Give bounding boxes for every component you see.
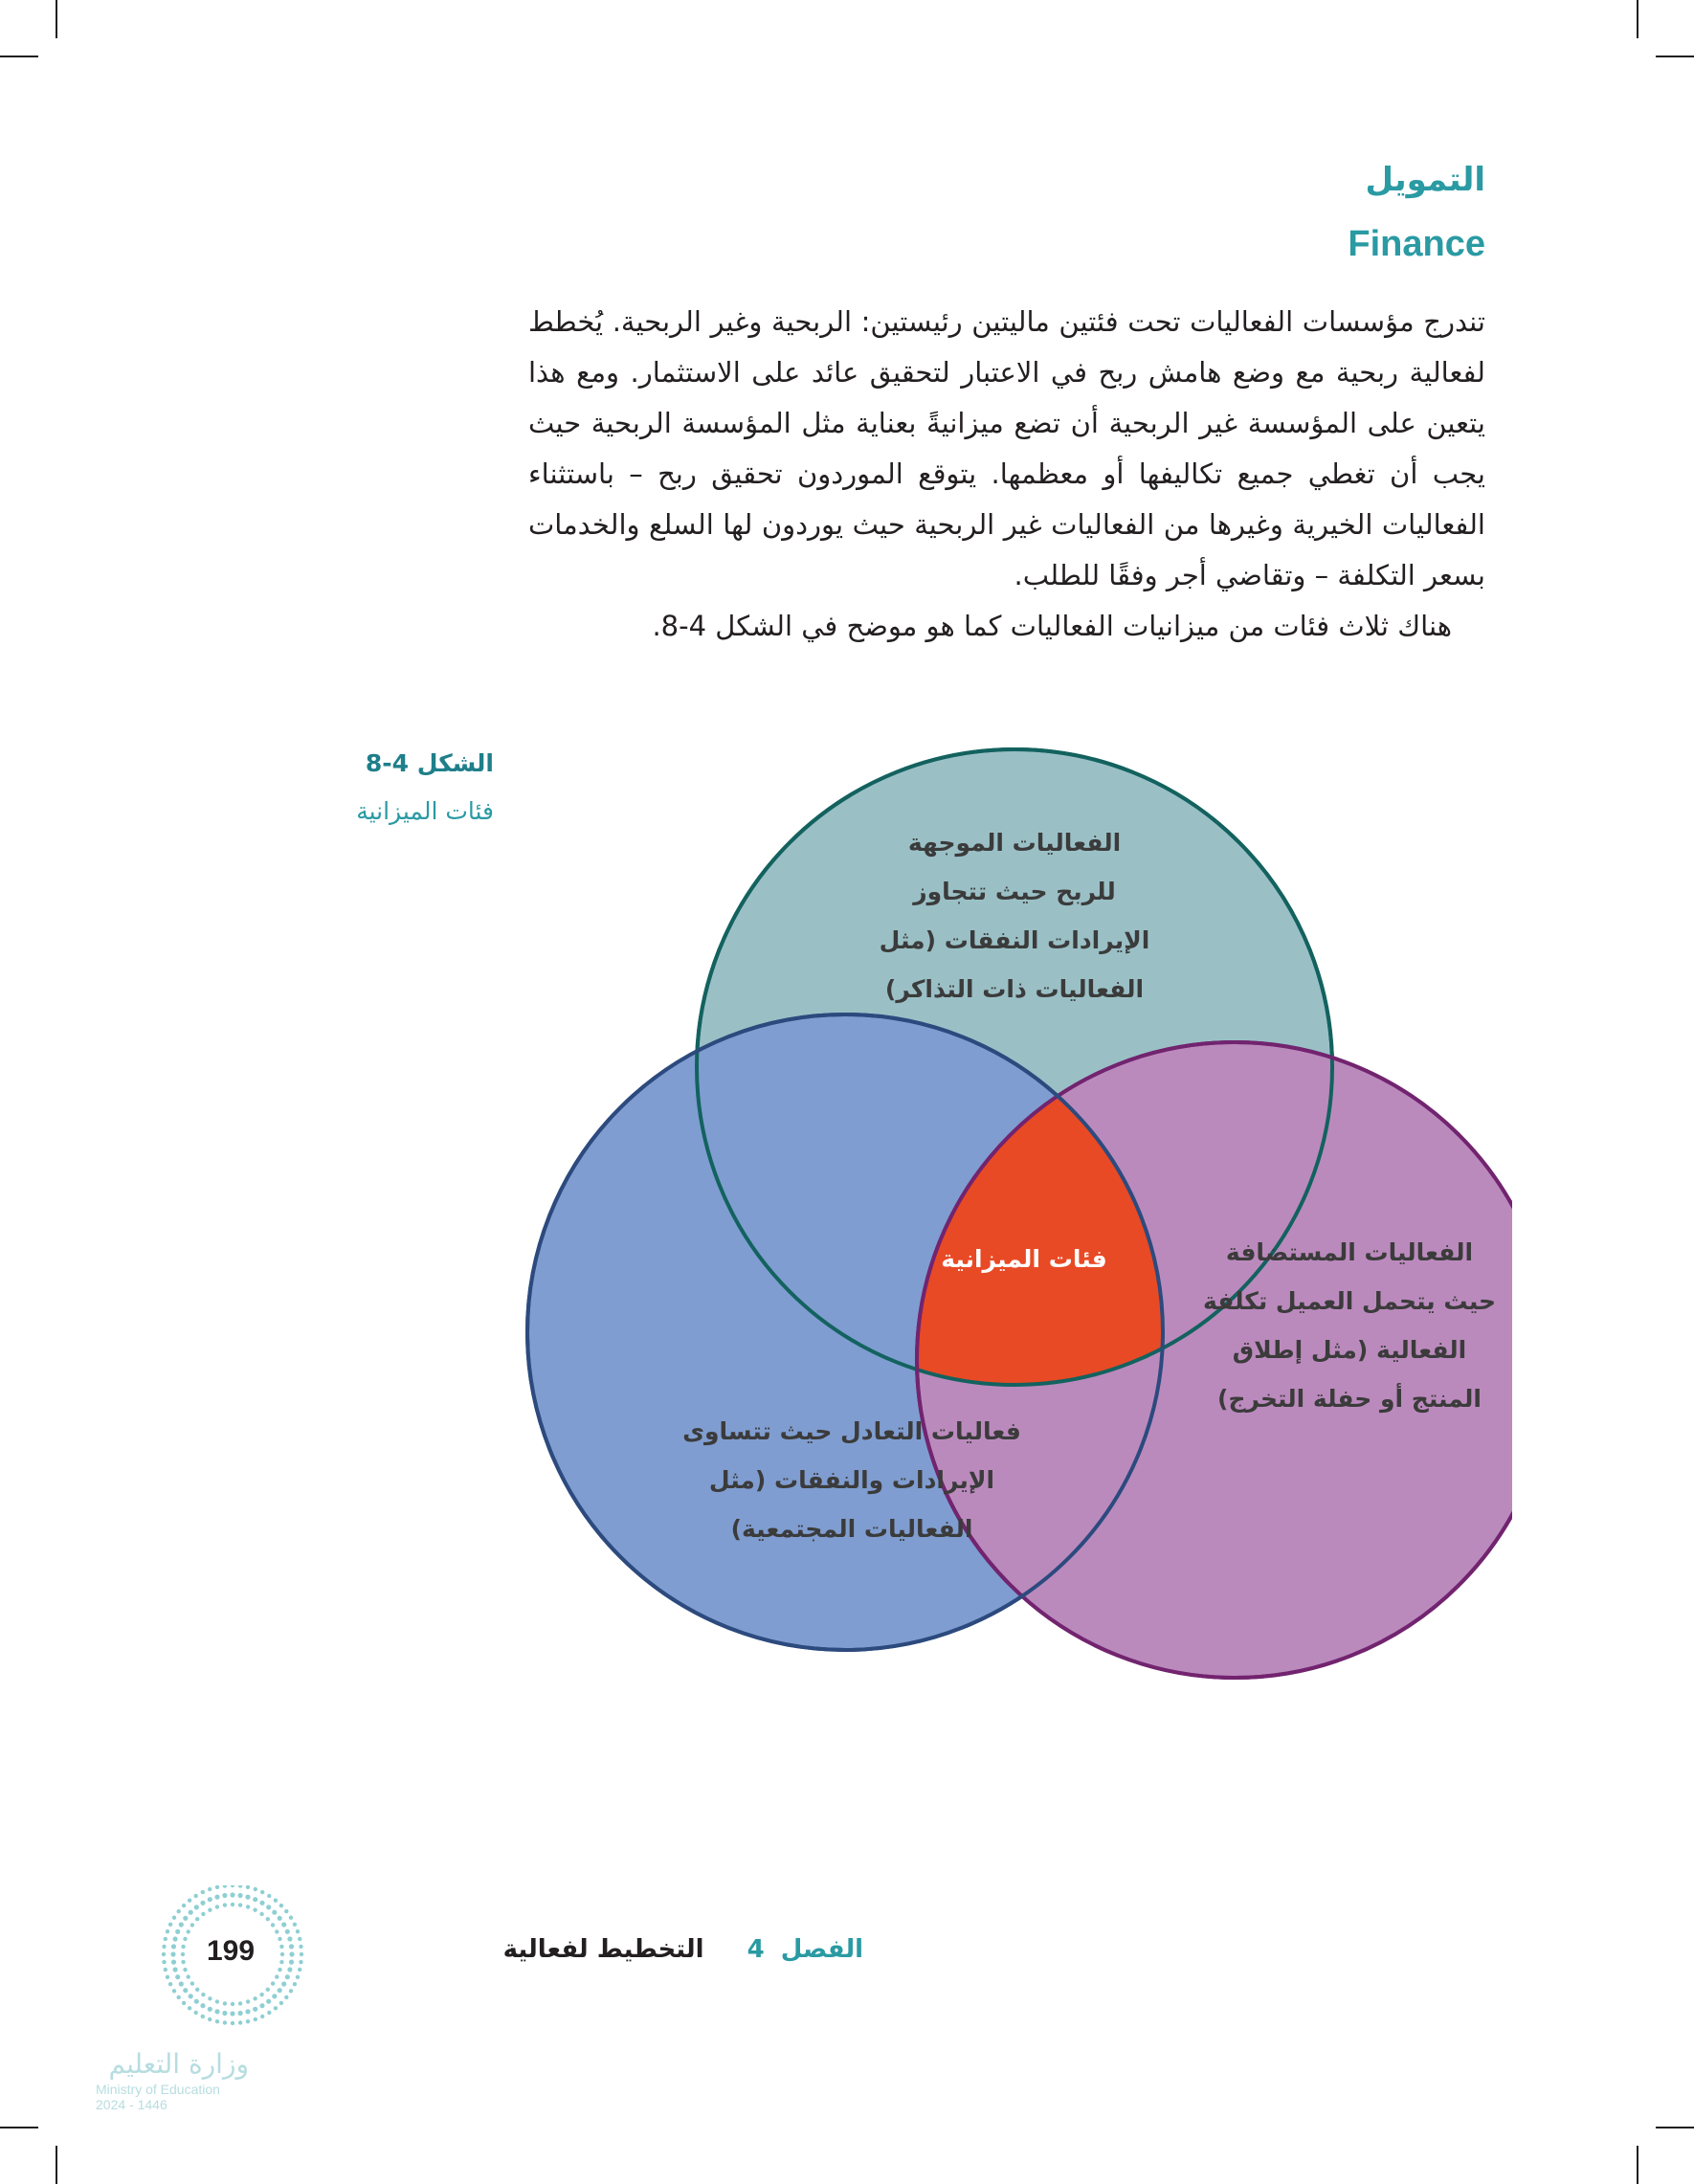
emblem-dot	[162, 1952, 166, 1956]
emblem-dot	[260, 1890, 264, 1894]
crop-mark	[1656, 56, 1694, 57]
emblem-dot	[171, 1944, 176, 1949]
emblem-dot	[190, 1923, 194, 1927]
emblem-dot	[208, 2007, 212, 2012]
emblem-dot	[246, 2019, 250, 2023]
label-line: الفعالية (مثل إطلاق	[1232, 1336, 1467, 1364]
emblem-dot	[208, 1996, 212, 2000]
emblem-dot	[182, 2001, 186, 2005]
emblem-dot	[259, 1912, 263, 1916]
label-line: المنتج أو حفلة التخرج)	[1217, 1385, 1482, 1413]
emblem-dot	[280, 1952, 284, 1956]
emblem-dot	[181, 1945, 185, 1949]
chapter-label: الفصل	[780, 1935, 863, 1964]
emblem-dot	[253, 2007, 257, 2012]
label-line: الفعاليات الموجهة	[907, 829, 1122, 857]
chapter-number: 4	[747, 1935, 765, 1964]
emblem-dot	[214, 2009, 219, 2014]
emblem-dot	[281, 1922, 286, 1927]
ministry-name-arabic: وزارة التعليم	[108, 2048, 249, 2080]
emblem-dot	[200, 2003, 205, 2008]
emblem-dot	[259, 1901, 264, 1905]
emblem-dot	[266, 1917, 270, 1921]
emblem-dot	[172, 1989, 176, 1993]
emblem-dot	[289, 1960, 294, 1965]
emblem-dot	[179, 1981, 184, 1986]
label-line: الإيرادات النفقات (مثل	[879, 926, 1150, 954]
label-line: الفعاليات المجتمعية)	[730, 1515, 973, 1543]
figure-number: الشكل 4-8	[365, 749, 494, 777]
emblem-dot	[223, 2020, 227, 2024]
left-circle-label	[641, 1407, 1062, 1553]
emblem-dot	[194, 1905, 199, 1909]
emblem-dot	[195, 1988, 199, 1992]
emblem-dot	[215, 1905, 219, 1908]
emblem-dot	[194, 1894, 198, 1898]
figure-title: فئات الميزانية	[356, 797, 494, 825]
paragraph: هناك ثلاث فئات من ميزانيات الفعاليات كما هو موضح في الشكل 4-8.	[652, 610, 1452, 642]
emblem-dot	[275, 1974, 279, 1978]
emblem-dot	[267, 2011, 271, 2015]
center-label: فئات الميزانية	[941, 1245, 1107, 1273]
emblem-dot	[208, 1897, 212, 1902]
crop-mark	[1637, 0, 1638, 38]
ministry-logo	[96, 2048, 249, 2112]
emblem-dot	[266, 1999, 271, 2004]
emblem-dot	[183, 1968, 187, 1972]
label-line: حيث يتحمل العميل تكلفة	[1202, 1287, 1497, 1315]
crop-mark	[56, 0, 57, 38]
emblem-dot	[266, 1905, 271, 1909]
venn-diagram	[517, 747, 1512, 1684]
emblem-dot	[289, 1951, 294, 1956]
emblem-dot	[183, 1916, 188, 1921]
emblem-dot	[164, 1968, 167, 1972]
paragraph: تندرج مؤسسات الفعاليات تحت فئتين ماليتين رئيستين: الربحية وغير الربحية. يُخطط لفعالية ربحية مع وضع هامش ربح في الاعتبار لتحقيق عائد على الاستثمار. ومع هذا يتعين على المؤسسة غير الربحية أن تضع ميزانيةً بعناية مثل المؤسسة الربحية حيث يجب أن تغطي جميع تكاليفها أو معظمها. يتوقع الموردون تحقيق ربح – باستثناء الفعاليات الخيرية وغيرها من الفعاليات غير الربحية حيث يوردون لها السلع والخدمات بسعر التكلفة – وتقاضي أجر وفقًا للطلب.	[528, 305, 1485, 591]
emblem-dot	[289, 1989, 293, 1993]
emblem-dot	[200, 1901, 205, 1905]
emblem-dot	[223, 2001, 227, 2005]
emblem-dot	[230, 2011, 234, 2016]
emblem-dot	[190, 1981, 194, 1985]
ministry-name-english: Ministry of Education	[96, 2082, 220, 2097]
emblem-dot	[284, 1995, 288, 1999]
emblem-dot	[231, 1885, 234, 1887]
emblem-dot	[162, 1960, 166, 1964]
emblem-dot	[285, 1974, 290, 1979]
emblem-dot	[259, 2003, 264, 2008]
emblem-dot	[182, 1904, 186, 1907]
emblem-dot	[254, 2017, 257, 2021]
emblem-dot	[179, 1922, 184, 1927]
ministry-year: 2024 - 1446	[96, 2097, 167, 2112]
emblem-dot	[289, 1916, 293, 1920]
emblem-dot	[201, 1912, 205, 1916]
emblem-dot	[287, 1967, 292, 1972]
emblem-dot	[195, 1917, 199, 1921]
emblem-dot	[194, 2011, 198, 2015]
emblem-dot	[208, 2017, 212, 2021]
emblem-dot	[215, 1885, 219, 1889]
right-circle-label	[1158, 1228, 1541, 1423]
crop-mark	[56, 2146, 57, 2184]
emblem-dot	[259, 1993, 263, 1996]
emblem-dot	[201, 1993, 205, 1996]
emblem-dot	[173, 1936, 178, 1941]
emblem-dot	[215, 2019, 219, 2023]
crop-mark	[1656, 2127, 1694, 2128]
emblem-dot	[189, 1910, 193, 1915]
body-text	[528, 297, 1485, 652]
emblem-dot	[281, 1981, 286, 1986]
label-line: الفعاليات ذات التذاكر)	[884, 975, 1145, 1003]
emblem-dot	[173, 1967, 178, 1972]
emblem-dot	[222, 1893, 227, 1898]
emblem-dot	[245, 2009, 250, 2014]
emblem-dot	[278, 1968, 281, 1972]
emblem-dot	[246, 1885, 250, 1889]
label-line: الإيرادات والنفقات (مثل	[708, 1466, 995, 1494]
emblem-dot	[222, 2011, 227, 2016]
emblem-dot	[183, 1988, 188, 1993]
emblem-dot	[238, 1885, 242, 1888]
emblem-dot	[183, 1937, 187, 1941]
emblem-dot	[278, 1988, 282, 1993]
section-title-arabic: التمويل	[1365, 161, 1485, 199]
emblem-dot	[171, 1960, 176, 1965]
emblem-dot	[170, 1951, 175, 1956]
emblem-dot	[208, 1908, 212, 1912]
emblem-dot	[254, 1887, 257, 1891]
emblem-dot	[279, 1945, 283, 1949]
label-line: الفعاليات المستضافة	[1225, 1238, 1474, 1266]
emblem-dot	[162, 1945, 166, 1949]
emblem-dot	[278, 1916, 282, 1921]
label-line: فعاليات التعادل حيث تتساوى	[682, 1417, 1021, 1445]
emblem-dot	[298, 1937, 301, 1941]
emblem-dot	[279, 2001, 283, 2005]
emblem-dot	[279, 1904, 283, 1907]
emblem-dot	[172, 1916, 176, 1920]
emblem-dot	[201, 2015, 205, 2018]
emblem-dot	[284, 1909, 288, 1913]
crop-mark	[0, 56, 38, 57]
emblem-dot	[279, 1960, 283, 1964]
emblem-dot	[168, 1923, 172, 1927]
emblem-dot	[253, 1897, 257, 1902]
emblem-dot	[238, 2011, 243, 2016]
emblem-dot	[223, 1903, 227, 1906]
emblem-dot	[299, 1945, 302, 1949]
emblem-dot	[238, 1893, 243, 1898]
top-circle-label	[833, 818, 1196, 1014]
emblem-dot	[231, 1903, 234, 1906]
emblem-dot	[278, 1937, 281, 1941]
emblem-dot	[300, 1952, 303, 1956]
emblem-dot	[285, 1929, 290, 1934]
emblem-dot	[274, 1899, 278, 1903]
emblem-dot	[293, 1923, 297, 1927]
emblem-dot	[296, 1975, 300, 1979]
emblem-dot	[298, 1968, 301, 1972]
emblem-dot	[175, 1974, 180, 1979]
emblem-dot	[253, 1908, 256, 1912]
emblem-dot	[289, 1944, 294, 1949]
emblem-dot	[253, 1996, 256, 2000]
emblem-dot	[166, 1975, 169, 1979]
emblem-dot	[177, 1995, 181, 1999]
crop-mark	[0, 2127, 38, 2128]
emblem-dot	[208, 1887, 212, 1891]
emblem-dot	[168, 1982, 172, 1986]
emblem-dot	[187, 1974, 190, 1978]
emblem-dot	[201, 1890, 205, 1894]
emblem-dot	[272, 1910, 277, 1915]
emblem-dot	[260, 2015, 264, 2018]
emblem-dot	[215, 1999, 219, 2003]
emblem-dot	[230, 1892, 234, 1897]
emblem-dot	[188, 2006, 191, 2010]
emblem-dot	[166, 1929, 169, 1933]
emblem-dot	[194, 1999, 199, 2004]
emblem-dot	[296, 1929, 300, 1933]
emblem-dot	[214, 1895, 219, 1900]
emblem-dot	[187, 1929, 190, 1933]
emblem-dot	[299, 1960, 302, 1964]
emblem-dot	[293, 1982, 297, 1986]
emblem-dot	[246, 1999, 250, 2003]
chapter-title: التخطيط لفعالية	[502, 1935, 704, 1964]
emblem-dot	[287, 1936, 292, 1941]
label-line: للربح حيث تتجاوز	[913, 878, 1116, 905]
emblem-dot	[231, 2002, 234, 2006]
emblem-dot	[266, 1988, 270, 1992]
emblem-dot	[271, 1981, 275, 1985]
emblem-dot	[274, 2006, 278, 2010]
emblem-dot	[238, 2020, 242, 2024]
emblem-dot	[177, 1909, 181, 1913]
emblem-dot	[246, 1905, 250, 1908]
section-title-english: Finance	[1348, 224, 1485, 264]
emblem-dot	[267, 1894, 271, 1898]
emblem-dot	[223, 1885, 227, 1888]
emblem-dot	[181, 1952, 185, 1956]
emblem-dot	[238, 2001, 242, 2005]
emblem-dot	[175, 1929, 180, 1934]
emblem-dot	[181, 1960, 185, 1964]
emblem-dot	[231, 2021, 234, 2025]
emblem-dot	[272, 1994, 277, 1998]
page-number: 199	[206, 1935, 256, 1967]
crop-mark	[1637, 2146, 1638, 2184]
emblem-dot	[164, 1937, 167, 1941]
emblem-dot	[188, 1899, 191, 1903]
chapter-footer	[503, 1935, 863, 1964]
page-emblem	[151, 1885, 314, 2039]
emblem-dot	[271, 1923, 275, 1927]
emblem-dot	[189, 1994, 193, 1998]
emblem-dot	[238, 1903, 242, 1906]
emblem-dot	[245, 1895, 250, 1900]
emblem-dot	[275, 1929, 279, 1933]
